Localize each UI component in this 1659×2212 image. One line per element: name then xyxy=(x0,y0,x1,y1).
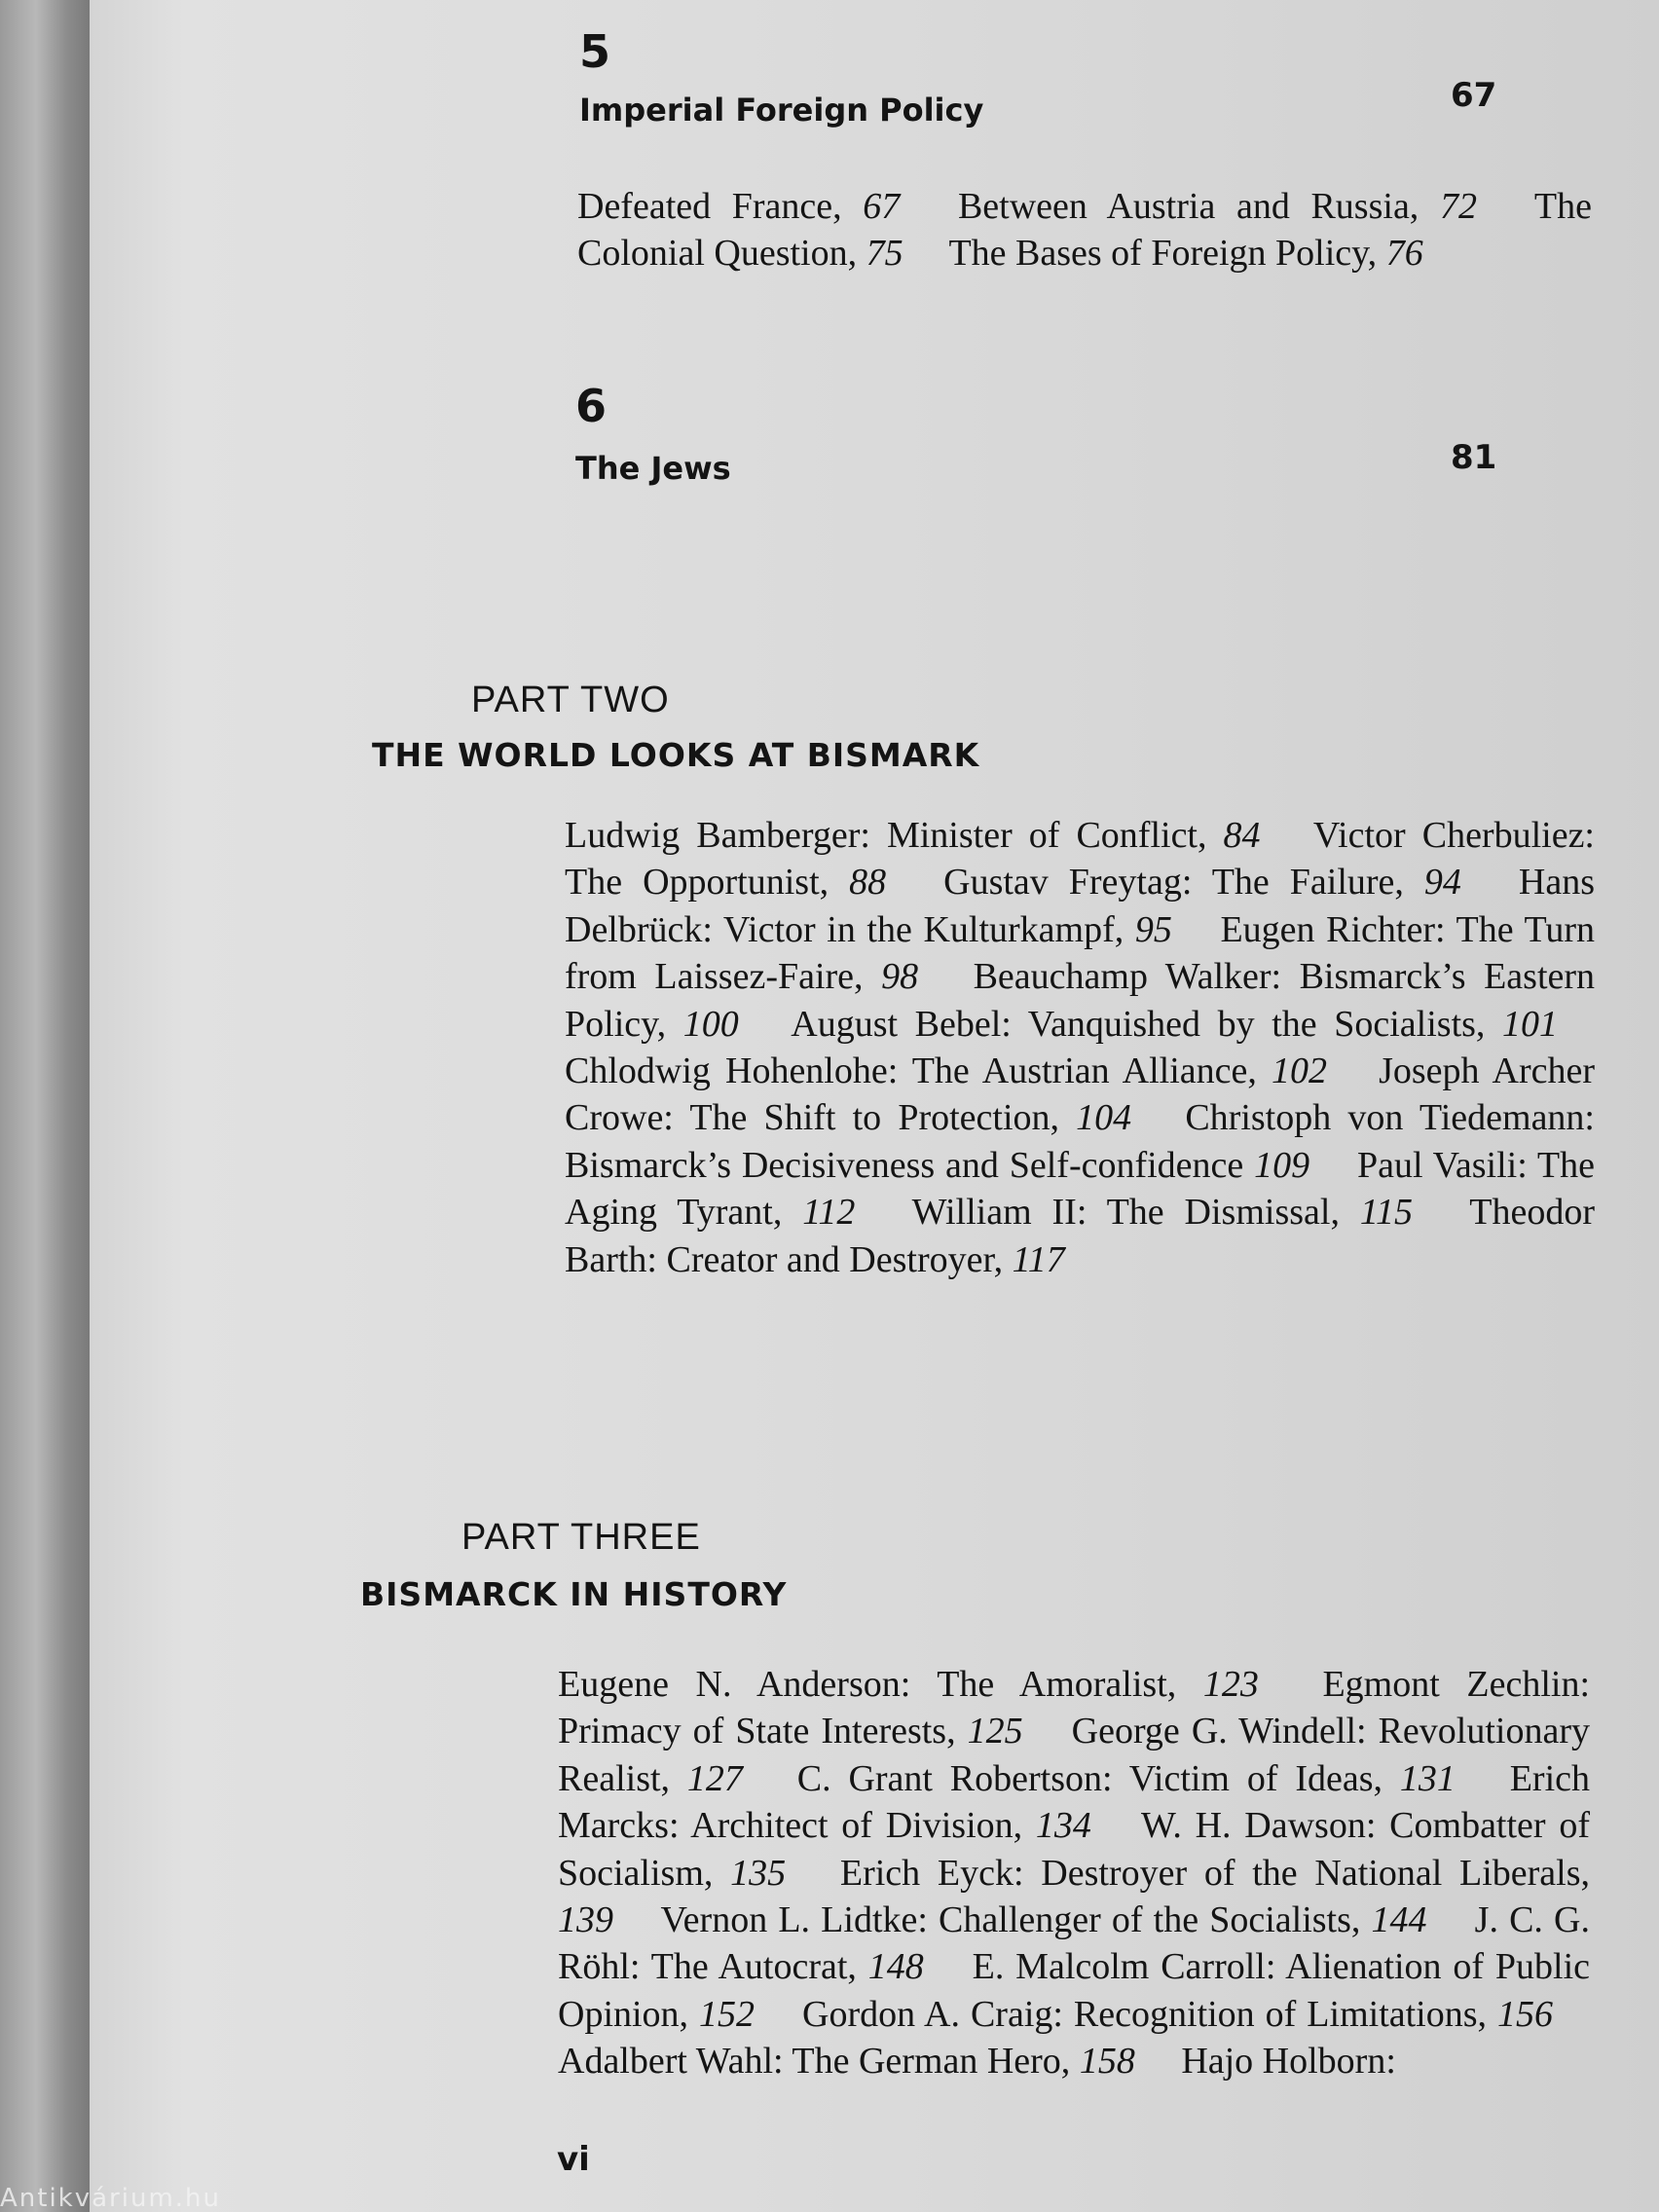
toc-entry-page: 125 xyxy=(967,1711,1023,1752)
toc-entry-text: J. C. G. Röhl: The Autocrat, xyxy=(558,1899,1591,1988)
toc-entry-page: 88 xyxy=(849,862,887,903)
toc-entry xyxy=(660,1899,1426,1940)
toc-entry-page: 104 xyxy=(1076,1097,1132,1139)
toc-entry-text: Defeated France, xyxy=(577,186,864,227)
toc-entry-text: Gustav Freytag: The Failure, xyxy=(943,862,1424,903)
toc-entry-text: August Bebel: Vanquished by the Socialists, xyxy=(791,1003,1503,1045)
page-folio: vi xyxy=(557,2140,590,2179)
toc-entry-page: 94 xyxy=(1423,862,1461,903)
toc-entry-text: Adalbert Wahl: The German Hero, xyxy=(558,2041,1080,2083)
toc-entry xyxy=(797,1758,1456,1799)
toc-entry-page: 152 xyxy=(699,1993,756,2035)
toc-entry-page: 144 xyxy=(1371,1899,1427,1941)
toc-entry-text: Joseph Archer Crowe: The Shift to Protection, xyxy=(565,1051,1595,1139)
toc-entry-page: 131 xyxy=(1399,1757,1456,1799)
toc-entry-page: 112 xyxy=(802,1192,856,1234)
toc-entry-page: 100 xyxy=(682,1003,739,1045)
toc-entry-text: Beauchamp Walker: Bismarck’s Eastern Policy, xyxy=(565,956,1596,1045)
chapter-6-title: The Jews xyxy=(575,450,731,487)
toc-entry-page: 72 xyxy=(1439,186,1477,227)
chapter-5-number: 5 xyxy=(579,25,611,78)
toc-entry-text: Gordon A. Craig: Recognition of Limitations, xyxy=(802,1993,1498,2035)
chapter-6-number: 6 xyxy=(575,380,608,432)
toc-entry xyxy=(912,1192,1413,1233)
toc-entry-page: 139 xyxy=(558,1899,613,1941)
toc-entry xyxy=(943,862,1461,903)
toc-entry-page: 95 xyxy=(1134,908,1172,950)
toc-entry-text: Hajo Holborn: xyxy=(1181,2041,1396,2083)
toc-entry-page: 109 xyxy=(1254,1144,1310,1186)
toc-entry-page: 158 xyxy=(1079,2041,1135,2083)
toc-entry-page: 84 xyxy=(1223,815,1261,856)
toc-entry-text: Hans Delbrück: Victor in the Kulturkampf, xyxy=(565,862,1596,950)
toc-entry-text: Christoph von Tiedemann: Bismarck’s Decisiveness and Self-confidence xyxy=(565,1097,1595,1186)
toc-entry-page: 127 xyxy=(686,1757,743,1799)
toc-entry-page: 76 xyxy=(1385,233,1423,275)
toc-entry-page: 101 xyxy=(1502,1003,1559,1045)
toc-entry-text: Erich Eyck: Destroyer of the National Liberals, xyxy=(839,1852,1590,1894)
toc-entry-page: 156 xyxy=(1497,1993,1554,2035)
toc-entry xyxy=(958,186,1477,227)
toc-entry xyxy=(577,186,900,227)
toc-entry xyxy=(558,1664,1259,1705)
toc-entry xyxy=(558,2041,1135,2082)
toc-entry-text: Between Austria and Russia, xyxy=(957,186,1440,227)
toc-entry-text: W. H. Dawson: Combatter of Socialism, xyxy=(558,1805,1590,1894)
watermark: Antikvárium.hu xyxy=(0,2185,221,2212)
toc-entry-text: Egmont Zechlin: Primacy of State Interests, xyxy=(558,1664,1591,1752)
toc-entry-page: 98 xyxy=(881,956,919,998)
part-three-label: PART THREE xyxy=(461,1517,701,1558)
part-three-title: BISMARCK IN HISTORY xyxy=(360,1575,788,1613)
chapter-6-page-number: 81 xyxy=(1451,438,1497,477)
part-two-label: PART TWO xyxy=(471,680,670,720)
toc-entry-text: The Colonial Question, xyxy=(577,186,1592,275)
toc-entry-text: Paul Vasili: The Aging Tyrant, xyxy=(565,1144,1595,1234)
toc-entry-text: George G. Windell: Revolutionary Realist, xyxy=(558,1711,1590,1799)
toc-entry-page: 134 xyxy=(1035,1805,1091,1847)
toc-entry-page: 135 xyxy=(730,1852,787,1894)
toc-entry-text: The Bases of Foreign Policy, xyxy=(948,233,1386,275)
toc-entry xyxy=(565,1051,1327,1091)
toc-entry-page: 117 xyxy=(1012,1238,1065,1280)
toc-entry xyxy=(802,1994,1553,2035)
toc-entry xyxy=(948,233,1422,274)
toc-entry-text: C. Grant Robertson: Victim of Ideas, xyxy=(796,1757,1400,1799)
toc-entry-page: 123 xyxy=(1202,1664,1259,1705)
chapter-5-title: Imperial Foreign Policy xyxy=(579,92,984,129)
toc-entry-page: 115 xyxy=(1359,1192,1414,1234)
part-two-entries xyxy=(565,812,1595,1283)
toc-entry xyxy=(1181,2041,1396,2082)
toc-entry-text: Vernon L. Lidtke: Challenger of the Socialists, xyxy=(660,1899,1372,1941)
part-three-entries xyxy=(558,1661,1590,2085)
toc-entry xyxy=(565,815,1261,856)
toc-entry-text: William II: The Dismissal, xyxy=(911,1192,1360,1234)
chapter-5-entries xyxy=(577,183,1592,277)
toc-entry xyxy=(791,1004,1558,1045)
toc-entry-text: Theodor Barth: Creator and Destroyer, xyxy=(565,1192,1595,1280)
toc-entry-page: 148 xyxy=(867,1946,924,1988)
toc-entry-page: 67 xyxy=(863,186,901,227)
chapter-5-page-number: 67 xyxy=(1451,76,1497,115)
part-two-title: THE WORLD LOOKS AT BISMARK xyxy=(372,736,980,774)
toc-entry-text: Chlodwig Hohenlohe: The Austrian Alliance, xyxy=(565,1051,1272,1092)
toc-entry-text: Eugen Richter: The Turn from Laissez-Faire, xyxy=(565,908,1596,998)
toc-entry-text: Victor Cherbuliez: The Opportunist, xyxy=(565,815,1595,903)
book-binding xyxy=(0,0,90,2212)
toc-entry-text: E. Malcolm Carroll: Alienation of Public Opinion, xyxy=(558,1946,1591,2035)
toc-entry-text: Erich Marcks: Architect of Division, xyxy=(558,1757,1591,1847)
toc-entry-page: 75 xyxy=(866,233,903,275)
toc-entry-text: Ludwig Bamberger: Minister of Conflict, xyxy=(565,815,1224,856)
toc-entry-page: 102 xyxy=(1271,1051,1327,1092)
toc-entry-text: Eugene N. Anderson: The Amoralist, xyxy=(558,1664,1203,1705)
